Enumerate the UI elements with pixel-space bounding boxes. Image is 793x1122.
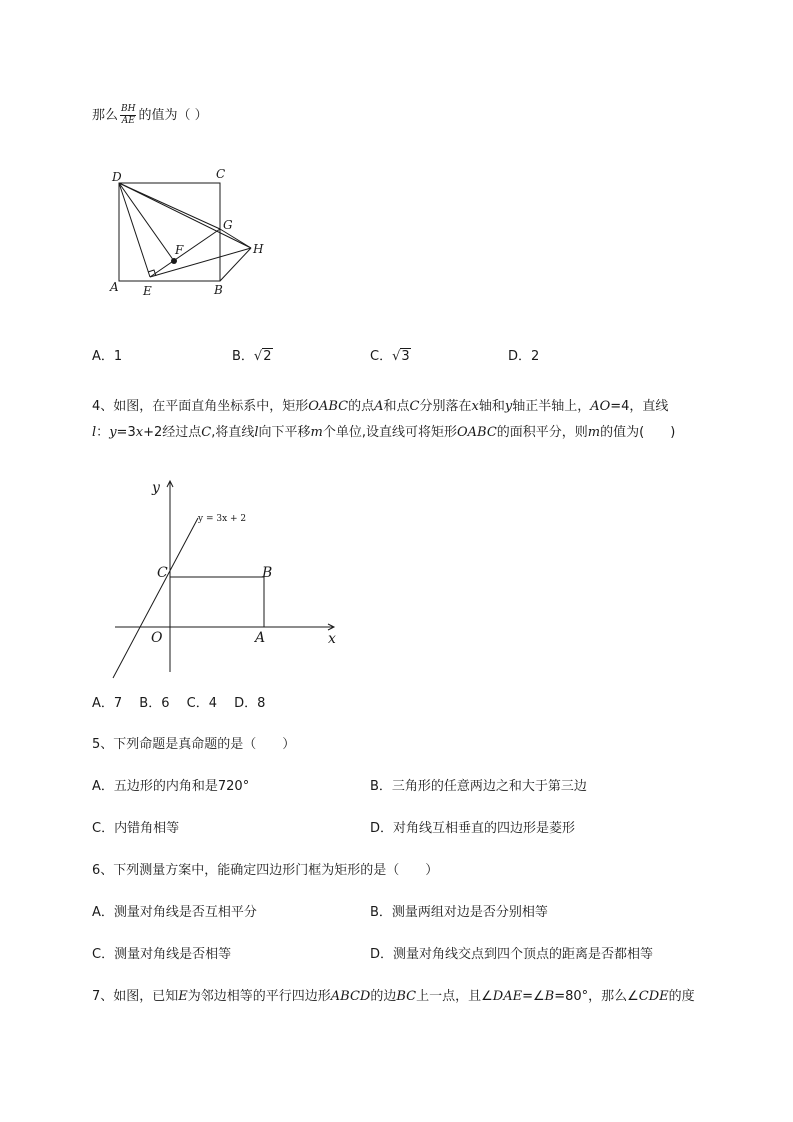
option-b-label: B． xyxy=(232,349,254,364)
label-c: C xyxy=(216,167,226,181)
q4-l2-v6: m xyxy=(310,425,323,440)
q4-l1-v3: C xyxy=(409,399,420,414)
label-d: D xyxy=(112,170,122,184)
q5-option-b[interactable]: B．三角形的任意两边之和大于第三边 xyxy=(370,779,587,794)
label-f: F xyxy=(175,243,184,257)
q7-v5: B xyxy=(544,989,555,1004)
q7-v1: E xyxy=(178,989,188,1004)
q4-coordinate-graph xyxy=(105,470,345,685)
q4-l2-v8: m xyxy=(587,425,601,440)
q4-l1-t1: 4、如图，在平面直角坐标系中，矩形 xyxy=(92,399,309,414)
sqrt-2: √2 xyxy=(253,349,272,364)
segment-df xyxy=(119,183,174,261)
q4-l1-t6: 轴正半轴上， xyxy=(512,399,591,414)
line-l xyxy=(113,518,198,678)
q3-stem-prefix: 那么 xyxy=(92,108,119,123)
q4-l1-t3: 和点 xyxy=(383,399,410,414)
label-b: B xyxy=(262,565,273,581)
q4-l2-t7: 的面积平分，则 xyxy=(496,425,588,440)
q3-option-d[interactable] xyxy=(508,347,539,367)
q6-option-b[interactable]: B．测量两组对边是否分别相等 xyxy=(370,905,548,920)
q4-l2-v5: l xyxy=(254,425,259,440)
label-h: H xyxy=(253,242,264,256)
q7-t5: =∠ xyxy=(522,989,545,1004)
q4-l2-t6: 个单位,设直线可将矩形 xyxy=(322,425,457,440)
option-c-label: C． xyxy=(370,349,393,364)
q7-t7: 的度 xyxy=(668,989,695,1004)
q4-l2-v4: C xyxy=(201,425,212,440)
fraction-denominator: AE xyxy=(121,116,135,126)
q4-l1-t5: 轴和 xyxy=(478,399,505,414)
q4-l1-v4: x xyxy=(471,399,479,414)
q4-l1-v6: AO xyxy=(590,399,611,414)
q5-option-c[interactable]: C．内错角相等 xyxy=(92,821,180,836)
q3-option-a[interactable] xyxy=(92,347,122,367)
label-o: O xyxy=(151,630,163,646)
q4-l2-v1: l xyxy=(92,425,97,440)
q7-stem xyxy=(92,987,695,1007)
q5-stem: 5、下列命题是真命题的是（ ） xyxy=(92,737,296,752)
q3-square-figure xyxy=(100,160,280,305)
q4-options[interactable]: A．7 B．6 C．4 D．8 xyxy=(92,696,266,711)
option-a-value: 1 xyxy=(113,349,123,364)
q6-option-c[interactable]: C．测量对角线是否相等 xyxy=(92,947,232,962)
q4-stem-line2 xyxy=(92,423,675,443)
q7-t6: =80°，那么∠ xyxy=(554,989,639,1004)
q7-t1: 7、如图，已知 xyxy=(92,989,179,1004)
line-equation-label: y = 3x + 2 xyxy=(198,514,247,524)
sqrt-2-argument: 2 xyxy=(263,349,272,364)
q5-option-a[interactable]: A．五边形的内角和是720° xyxy=(92,779,250,794)
q4-l1-t7: =4，直线 xyxy=(610,399,669,414)
fraction-bh-ae xyxy=(120,104,136,127)
segment-dh xyxy=(119,183,251,248)
q4-l1-t2: 的点 xyxy=(348,399,375,414)
sqrt-3-argument: 3 xyxy=(401,349,410,364)
q4-l2-v2: y xyxy=(109,425,117,440)
q3-stem xyxy=(92,104,208,127)
q6-stem: 6、下列测量方案中，能确定四边形门框为矩形的是（ ） xyxy=(92,863,439,878)
q4-l2-t4: ,将直线 xyxy=(211,425,255,440)
fraction-numerator: BH xyxy=(121,104,136,114)
square-abcd xyxy=(119,183,220,281)
q4-l2-t2: =3 xyxy=(116,425,136,440)
q3-stem-suffix: 的值为（ ） xyxy=(138,108,208,123)
q7-v6: CDE xyxy=(638,989,669,1004)
q7-v4: DAE xyxy=(492,989,523,1004)
q4-l2-v7: OABC xyxy=(456,425,497,440)
q4-l2-t8: 的值为( ) xyxy=(600,425,676,440)
label-c: C xyxy=(157,565,168,581)
q4-stem-line1 xyxy=(92,397,668,417)
label-e: E xyxy=(143,284,152,298)
q4-l2-t1: ： xyxy=(96,425,110,440)
segment-eg xyxy=(150,229,220,277)
option-a-label: A． xyxy=(92,349,114,364)
q7-v3: BC xyxy=(396,989,417,1004)
q4-l2-t5: 向下平移 xyxy=(258,425,311,440)
q6-option-d[interactable]: D．测量对角线交点到四个顶点的距离是否都相等 xyxy=(370,947,654,962)
q7-t4: 上一点，且∠ xyxy=(416,989,493,1004)
q7-t3: 的边 xyxy=(370,989,397,1004)
q4-l2-v3: x xyxy=(135,425,144,440)
q6-option-a[interactable]: A．测量对角线是否互相平分 xyxy=(92,905,257,920)
sqrt-3: √3 xyxy=(392,349,410,364)
segment-de xyxy=(119,183,150,277)
q4-l1-v2: A xyxy=(374,399,384,414)
q4-l1-t4: 分别落在 xyxy=(419,399,472,414)
y-axis-label: y xyxy=(152,480,160,496)
segment-dg xyxy=(119,183,220,229)
option-d-value: 2 xyxy=(531,349,540,364)
q4-l1-v1: OABC xyxy=(308,399,349,414)
option-d-label: D． xyxy=(508,349,532,364)
q3-option-b[interactable] xyxy=(232,347,273,367)
segment-eh xyxy=(150,248,251,277)
label-a: A xyxy=(255,630,266,646)
point-f xyxy=(171,258,177,264)
q5-option-d[interactable]: D．对角线互相垂直的四边形是菱形 xyxy=(370,821,576,836)
x-axis-label: x xyxy=(328,631,336,647)
label-g: G xyxy=(223,218,233,232)
q7-v2: ABCD xyxy=(330,989,371,1004)
q4-l1-v5: y xyxy=(504,399,513,414)
label-a: A xyxy=(110,280,119,294)
label-b: B xyxy=(214,283,223,297)
q4-l2-t3: +2经过点 xyxy=(143,425,202,440)
q3-option-c[interactable] xyxy=(370,347,411,367)
q7-t2: 为邻边相等的平行四边形 xyxy=(187,989,331,1004)
